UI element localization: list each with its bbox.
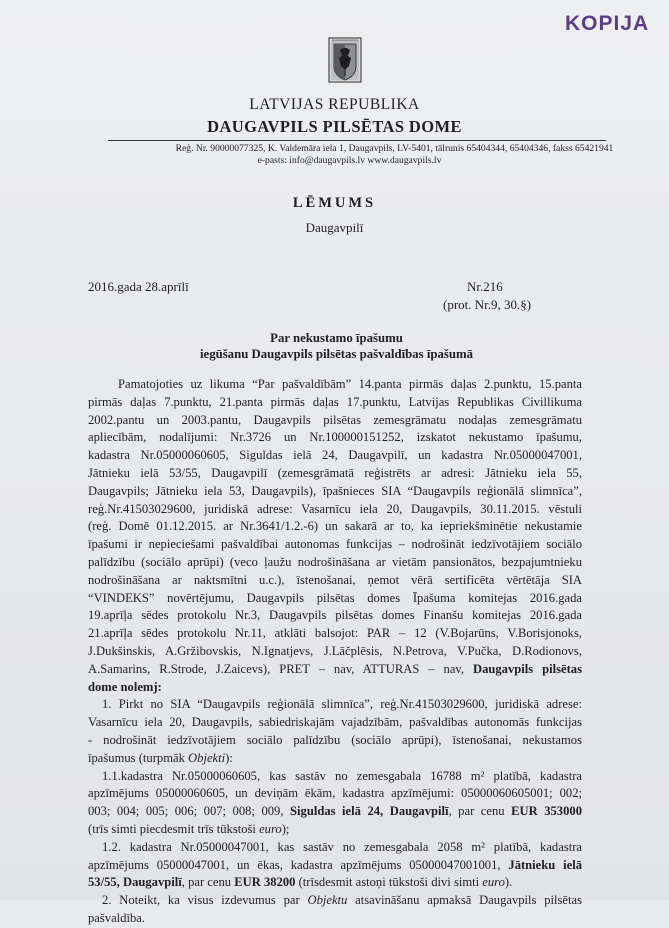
- item-1-line: 1. Pirkt no SIA “Daugavpils reģionālā slimnīca”, reģ.Nr.41503029600, juridiskā adrese:: [102, 697, 582, 712]
- body-bold: Jātnieku ielā: [508, 857, 583, 872]
- body-line: J.Dukšinskis, A.Gržibovskis, N.Ignatjevs, J.Lāčplēsis, N.Petrova, V.Pučka, D.Rodionovs,: [88, 643, 582, 658]
- body-line: (reģ. Domē 01.12.2015. ar Nr.3641/1.2.-6) un sakarā ar to, ka iepriekšminētie nekustamie: [88, 519, 582, 534]
- body-line: kadastra Nr.05000060605, Siguldas ielā 24, Daugavpilī, un kadastra Nr.05000047001,: [88, 448, 582, 463]
- coat-of-arms-icon: [328, 36, 362, 84]
- subject-line-1: Par nekustamo īpašumu: [270, 331, 403, 345]
- council-title: DAUGAVPILS PILSĒTAS DOME: [207, 117, 462, 136]
- decision-body: [88, 376, 582, 928]
- item-1-1-line: 1.1.kadastra Nr.05000060605, kas sastāv no zemesgabala 16788 m² platībā, kadastra: [102, 768, 582, 783]
- body-text: atsavināšanu apmaksā Daugavpils pilsētas: [347, 893, 582, 908]
- body-line: 21.aprīļa sēdes protokolu Nr.11, atklāti balsojot: PAR – 12 (V.Bojarūns, V.Borisjonoks,: [88, 626, 582, 641]
- body-line: nodrošināšana ar naktsmītni u.c.), īstenošanai, ņemot vērā sertificēta vērtētāja SIA: [88, 572, 582, 587]
- item-2-line: [88, 892, 582, 910]
- council-contacts: e-pasts: info@daugavpils.lv www.daugavpils.lv: [257, 155, 442, 166]
- body-text: 003; 004; 005; 006; 007; 008; 009,: [88, 804, 291, 819]
- body-bold: EUR 353000: [511, 804, 582, 819]
- body-italic: Objekti: [188, 750, 226, 765]
- copy-stamp: KOPIJA: [565, 12, 650, 35]
- body-line: Jātnieku ielā 53/55, Daugavpilī (zemesgrāmatā reģistrēts ar adresi: Jātnieku iela 55,: [88, 465, 582, 480]
- body-line: “VINDEKS” novērtējumu, Daugavpils pilsētas domes Īpašuma komitejas 2016.gada: [88, 590, 582, 605]
- resolution-phrase: dome nolemj:: [88, 679, 162, 694]
- body-text: , par cenu: [181, 875, 235, 890]
- body-text: ).: [504, 875, 513, 890]
- item-1-line: [88, 750, 582, 768]
- body-line: īpašumi ir nepieciešami pašvaldībai autonomas funkcijas – nodrošināt iedzīvotājiem sociālo: [88, 537, 582, 552]
- subject-line-2: iegūšanu Daugavpils pilsētas pašvaldības īpašumā: [199, 347, 474, 361]
- item-1-1-line: [88, 803, 582, 821]
- body-italic: Objektu: [307, 893, 348, 908]
- item-1-2-line: [88, 874, 582, 892]
- item-1-1-line: apzīmējums 05000060605, un deviņām ēkām, kadastra apzīmējumi: 05000060605001; 002;: [88, 786, 582, 801]
- body-line: reģ.Nr.41503029600, juridiskā adrese: Vasarnīcu iela 20, Daugavpils, 30.11.2015. vēstuli: [88, 501, 582, 516]
- body-text: ):: [225, 750, 233, 765]
- body-bold: Siguldas ielā 24, Daugavpilī: [290, 804, 449, 819]
- body-line: [88, 679, 582, 697]
- item-1-line: Vasarnīcu iela 20, Daugavpils, sabiedriskajām vajadzībām, pašvaldības autonomās funkcijas: [88, 715, 582, 730]
- document-number: Nr.216: [467, 279, 503, 294]
- body-line: Pamatojoties uz likuma “Par pašvaldībām” 14.panta pirmās daļas 2.punktu, 15.panta: [118, 377, 582, 391]
- item-1-line: - nodrošināt iedzīvotājiem sociālo palīdzību (sociālo aprūpi), īstenošanai, nekustamos: [88, 732, 582, 747]
- body-line: palīdzību (sociālo aprūpi) (veco ļaužu nodrošināšana ar vietām pansionātos, bezpajumtnieku: [88, 554, 582, 569]
- header-divider: [108, 140, 606, 141]
- body-line: [88, 661, 582, 679]
- council-address: Reģ. Nr. 90000077325, K. Valdemāra iela 1, Daugavpils, LV-5401, tālrunis 65404344, 65404346, fakss 65421941: [175, 143, 614, 154]
- body-text: apzīmējums 05000047001, un ēkas, kadastra apzīmējums 05000047001001,: [88, 857, 509, 872]
- body-text: (trīsdesmit astoņi tūkstoši divi simti: [295, 875, 483, 890]
- republic-title: LATVIJAS REPUBLIKA: [249, 96, 420, 113]
- body-text: īpašumus (turpmāk: [88, 750, 189, 765]
- document-type: LĒMUMS: [292, 195, 377, 211]
- protocol-reference: (prot. Nr.9, 30.§): [443, 297, 532, 312]
- body-bold: Daugavpils pilsētas: [472, 661, 582, 676]
- body-italic: euro: [482, 875, 505, 890]
- body-bold: 53/55, Daugavpilī: [88, 875, 182, 890]
- body-line: 2002.pantu un 2003.pantu, Daugavpils pilsētas zemesgrāmatu nodaļas zemesgrāmatu: [88, 412, 582, 427]
- item-1-2-line: [88, 857, 582, 875]
- body-line: apliecībām, nodalījumi: Nr.3726 un Nr.100000151252, izskatot nekustamo īpašumu,: [88, 430, 582, 445]
- document-place: Daugavpilī: [305, 220, 364, 235]
- body-bold: EUR 38200: [234, 875, 296, 890]
- document-date: 2016.gada 28.aprīlī: [88, 279, 189, 294]
- body-text: );: [281, 821, 290, 836]
- body-text: 2. Noteikt, ka visus izdevumus par: [102, 893, 308, 908]
- body-text: , par cenu: [448, 804, 512, 819]
- item-1-2-line: 1.2. kadastra Nr.05000047001, kas sastāv no zemesgabala 2058 m² platībā, kadastra: [102, 839, 582, 854]
- item-1-1-line: [88, 821, 582, 839]
- item-2-line: pašvaldība.: [88, 910, 146, 925]
- body-text: A.Samarins, R.Strode, J.Zaicevs), PRET – nav, ATTURAS – nav,: [88, 661, 473, 676]
- body-text: (trīs simti piecdesmit trīs tūkstoši: [88, 821, 260, 836]
- body-italic: euro: [259, 821, 282, 836]
- body-line: 19.aprīļa sēdes protokolu Nr.3, Daugavpils pilsētas domes Finanšu komitejas 2016.gada: [88, 608, 582, 623]
- body-line: Daugavpils; Jātnieku iela 53, Daugavpils), īpašnieces SIA “Daugavpils reģionālā slimnīca”,: [88, 483, 582, 498]
- body-line: pirmās daļas 7.punktu, 21.panta pirmās daļas 17.punktu, Latvijas Republikas Civillikuma: [88, 394, 582, 409]
